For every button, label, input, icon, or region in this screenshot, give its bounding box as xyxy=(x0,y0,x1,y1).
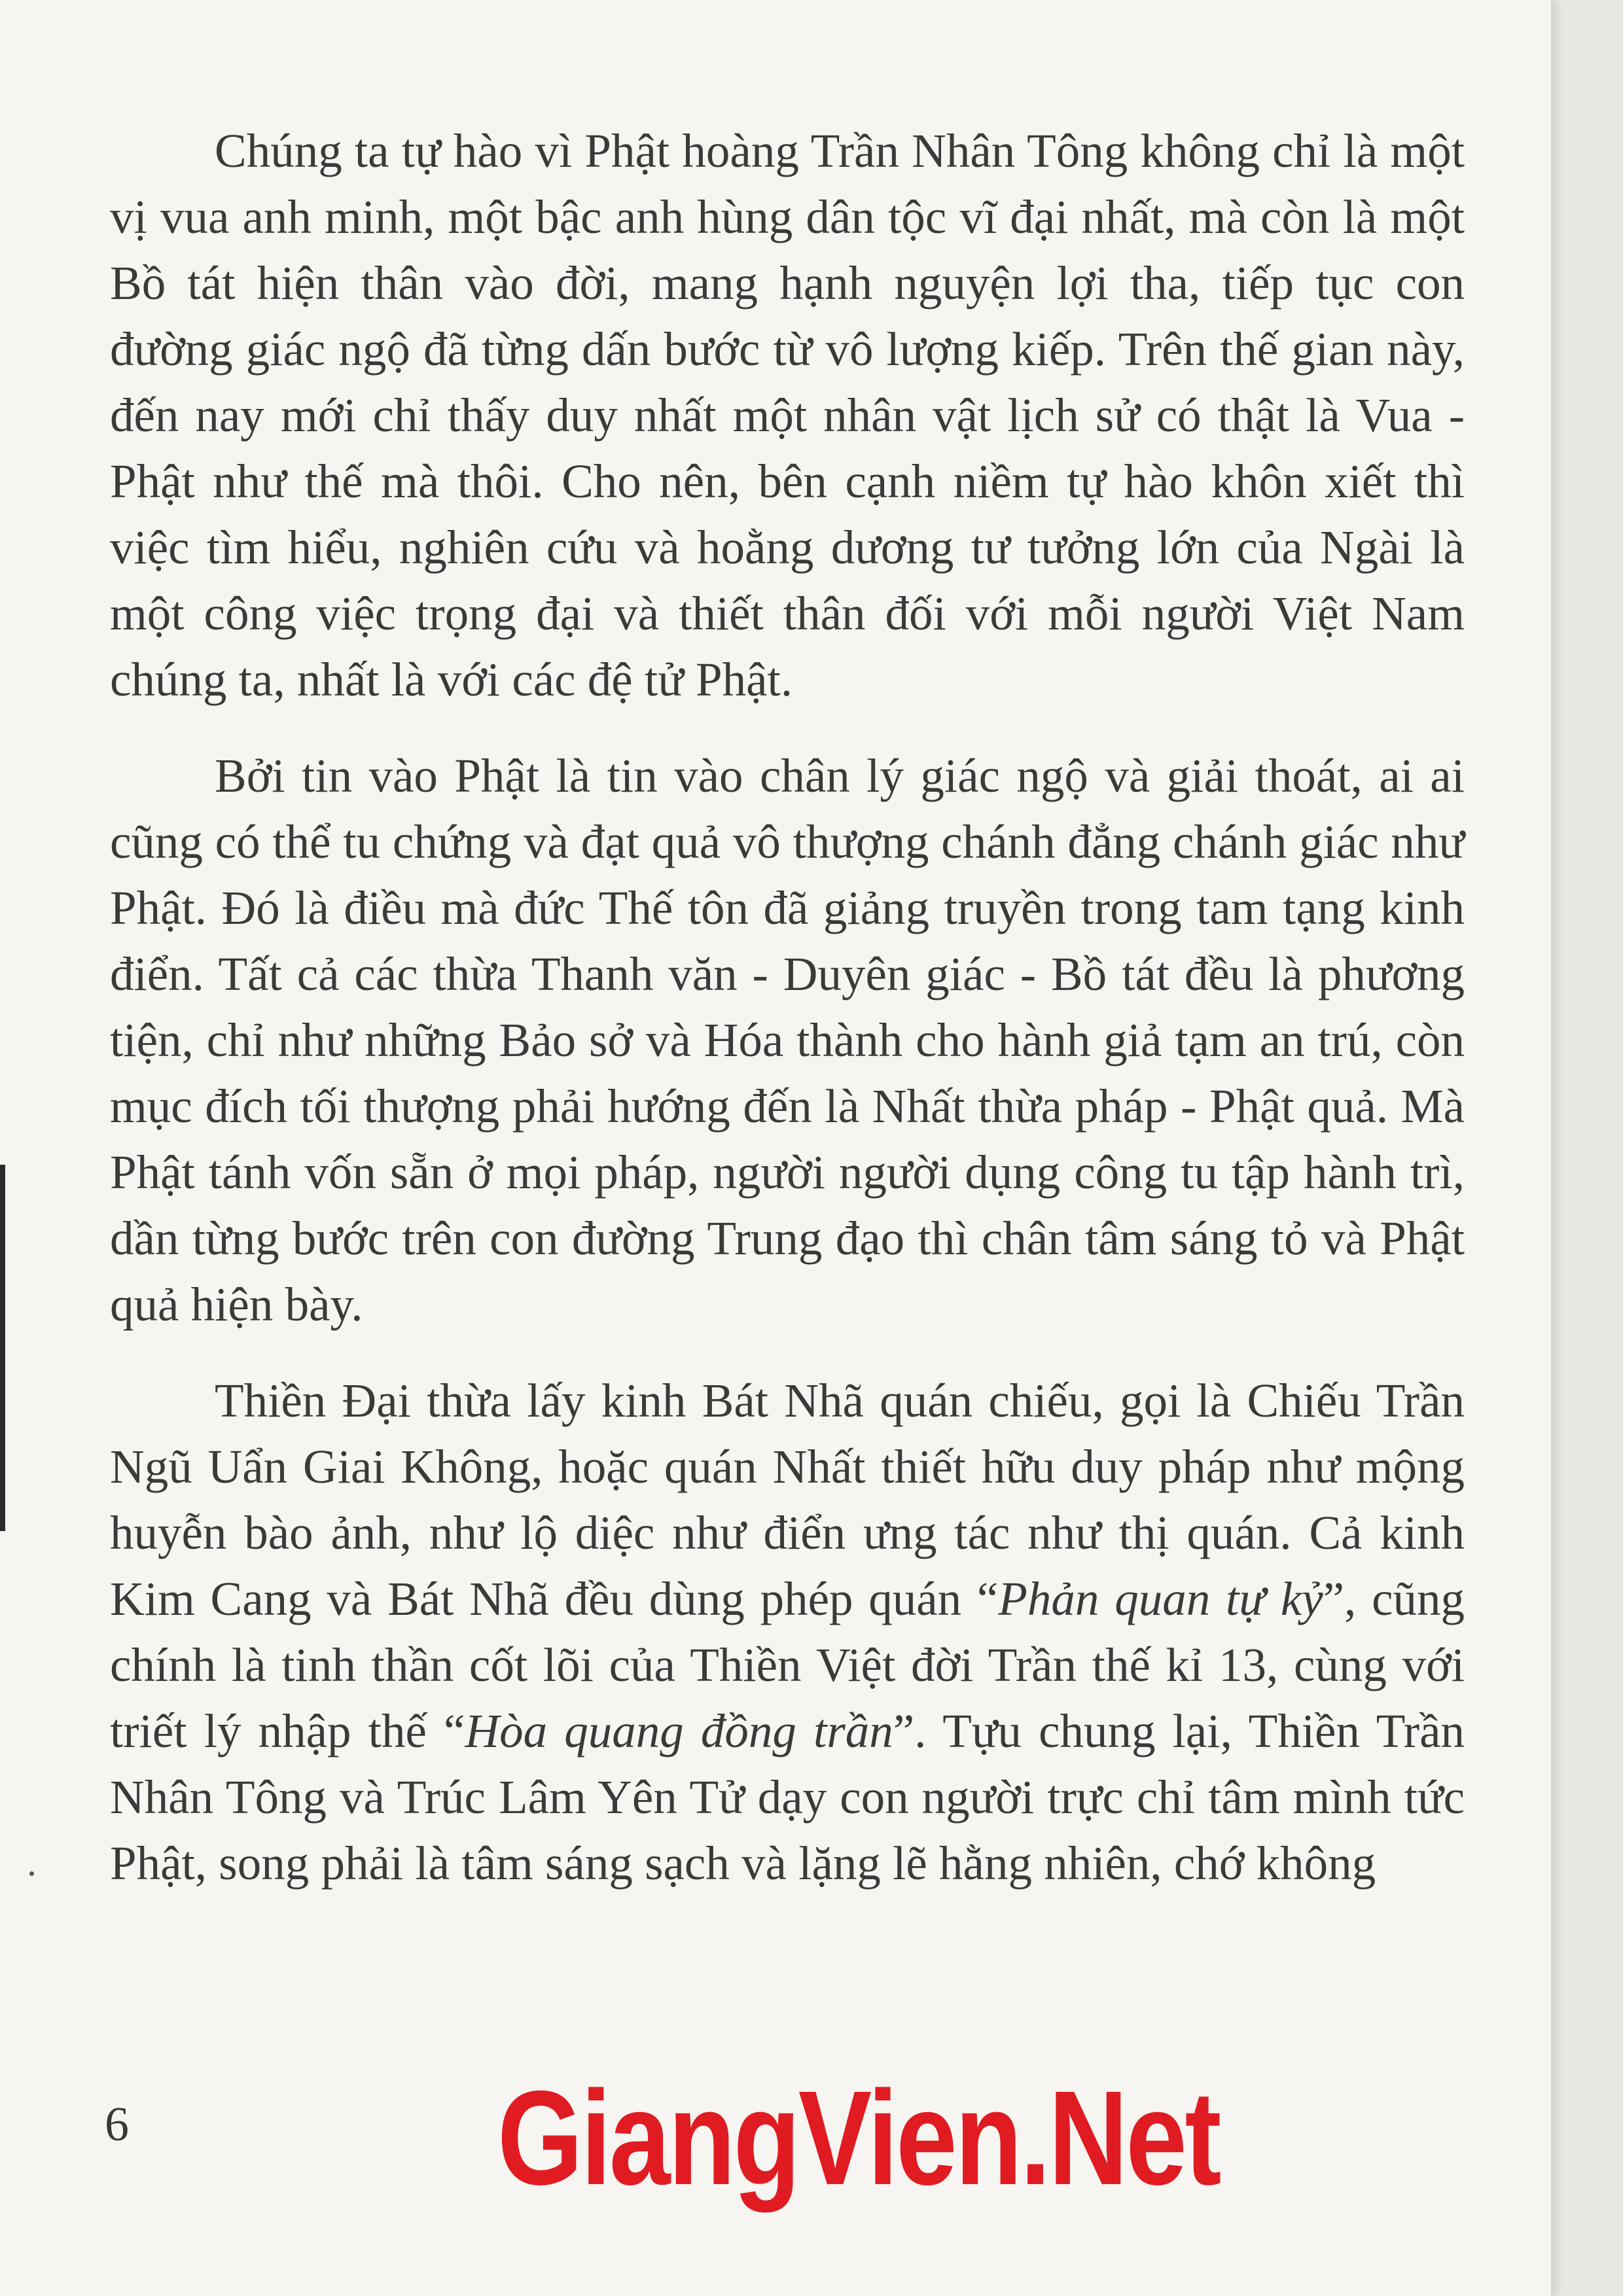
paragraph xyxy=(110,118,1465,713)
body-text xyxy=(110,118,1465,1926)
page-number: 6 xyxy=(105,2098,129,2151)
paragraph xyxy=(110,1368,1465,1896)
text-run: Chúng ta tự hào vì Phật hoàng Trần Nhân Tông không chỉ là một vị vua anh minh, một bậc anh hùng dân tộc vĩ đại nhất, mà còn là một Bồ tát hiện thân vào đời, mang hạnh nguyện lợi tha, tiếp tục con đường giác ngộ đã từng dấn bước từ vô lượng kiếp. Trên thế gian này, đến nay mới chỉ thấy duy nhất một nhân vật lịch sử có thật là Vua - Phật như thế mà thôi. Cho nên, bên cạnh niềm tự hào khôn xiết thì việc tìm hiểu, nghiên cứu và hoằng dương tư tưởng lớn của Ngài là một công việc trọng đại và thiết thân đối với mỗi người Việt Nam chúng ta, nhất là với các đệ tử Phật. xyxy=(110,124,1465,706)
italic-phrase: Phản quan tự kỷ xyxy=(998,1572,1323,1625)
text-run: Thiền Đại thừa lấy kinh Bát Nhã quán chiếu, gọi là Chiếu Trần Ngũ Uẩn Giai Không, hoặc quán Nhất thiết hữu duy pháp như mộng huyễn bào ảnh, như lộ diệc như điển ưng tác như thị quán. Cả kinh Kim Cang và Bát Nhã đều dùng phép quán “ xyxy=(110,1374,1465,1625)
scan-edge-mark xyxy=(0,1165,5,1531)
scan-speck xyxy=(29,1871,34,1876)
italic-phrase: Hòa quang đồng trần xyxy=(465,1704,893,1757)
text-run: ”, cũng chính là tinh thần cốt lõi của Thiền Việt đời Trần thế kỉ 13, cùng với triết lý nhập thế “ xyxy=(110,1572,1465,1757)
text-run: Bởi tin vào Phật là tin vào chân lý giác ngộ và giải thoát, ai ai cũng có thể tu chứng và đạt quả vô thượng chánh đẳng chánh giác như Phật. Đó là điều mà đức Thế tôn đã giảng truyền trong tam tạng kinh điển. Tất cả các thừa Thanh văn - Duyên giác - Bồ tát đều là phương tiện, chỉ như những Bảo sở và Hóa thành cho hành giả tạm an trú, còn mục đích tối thượng phải hướng đến là Nhất thừa pháp - Phật quả. Mà Phật tánh vốn sẵn ở mọi pháp, người người dụng công tu tập hành trì, dần từng bước trên con đường Trung đạo thì chân tâm sáng tỏ và Phật quả hiện bày. xyxy=(110,749,1465,1331)
paragraph xyxy=(110,743,1465,1337)
watermark-logo: GiangVien.Net xyxy=(497,2063,1220,2213)
text-run: ”. Tựu chung lại, Thiền Trần Nhân Tông và Trúc Lâm Yên Tử dạy con người trực chỉ tâm mình tức Phật, song phải là tâm sáng sạch và lặng lẽ hằng nhiên, chớ không xyxy=(110,1704,1465,1890)
